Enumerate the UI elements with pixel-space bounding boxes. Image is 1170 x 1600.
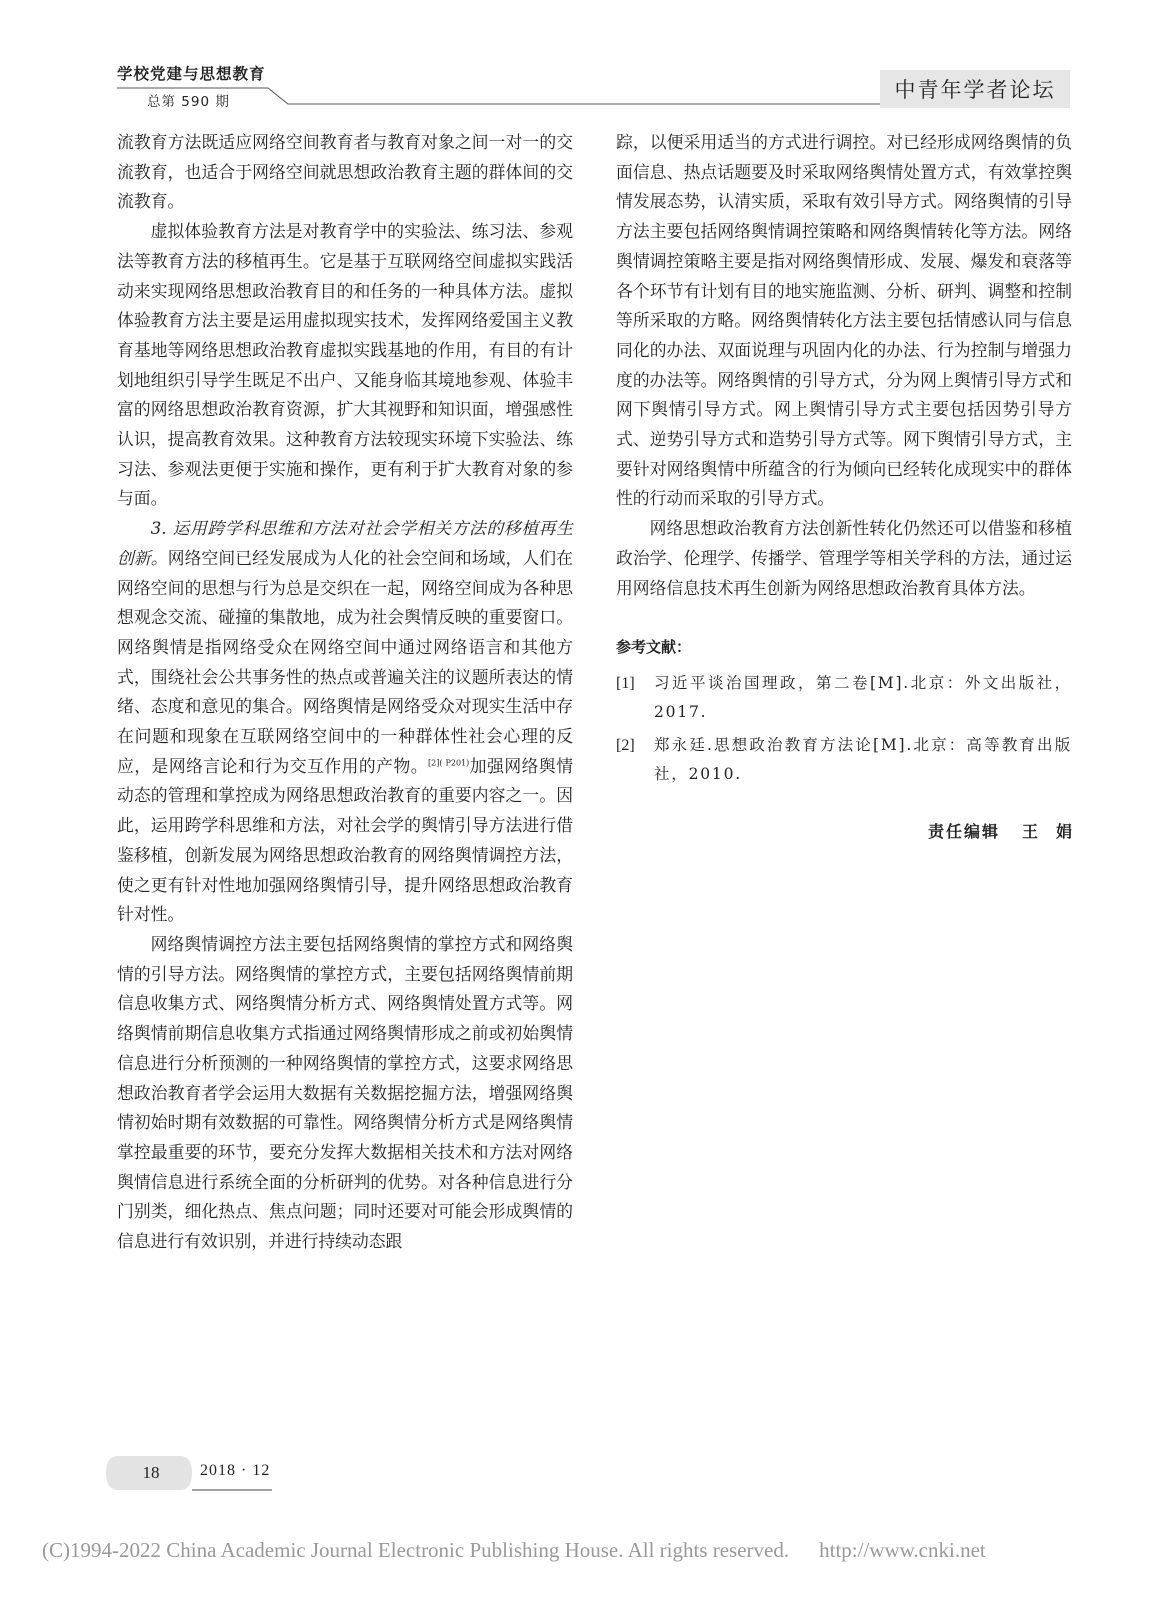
reference-text: 郑永廷.思想政治教育方法论[M].北京：高等教育出版社，2010. — [654, 735, 1072, 783]
paragraph: 虚拟体验教育方法是对教育学中的实验法、练习法、参观法等教育方法的移植再生。它是基于互联网络空间虚拟实践活动来实现网络思想政治教育目的和任务的一种具体方法。虚拟体验教育方法主要是运用虚拟现实技术，发挥网络爱国主义教育基地等网络思想政治教育虚拟实践基地的作用，有目的有计划地组织引导学生既足不出户、又能身临其境地参观、体验丰富的网络思想政治教育资源，扩大其视野和知识面，增强感性认识，提高教育效果。这种教育方法较现实环境下实验法、练习法、参观法更便于实施和操作，更有利于扩大教育对象的参与面。 — [117, 221, 573, 509]
paragraph-body: 网络空间已经发展成为人化的社会空间和场域，人们在网络空间的思想与行为总是交织在一起，网络空间成为各种思想观念交流、碰撞的集散地，成为社会舆情反映的重要窗口。网络舆情是指网络受众在网络空间中通过网络语言和其他方式，围绕社会公共事务性的热点或普遍关注的议题所表达的情绪、态度和意见的集合。网络舆情是网络受众对现实生活中存在问题和现象在互联网络空间中的一种群体性社会心理的反应，是网络言论和行为交互作用的产物。 — [117, 547, 573, 776]
paragraph: 流教育方法既适应网络空间教育者与教育对象之间一对一的交流教育，也适合于网络空间就思想政治教育主题的群体间的交流教育。 — [117, 132, 573, 212]
cnki-link[interactable]: http://www.cnki.net — [819, 1538, 986, 1562]
reference-item — [616, 669, 1072, 727]
copyright-notice — [42, 1538, 986, 1563]
subsection-heading: 3. 运用跨学科思维和方法对社会学相关方法的移植再生创新。 — [117, 518, 573, 568]
reference-item — [616, 731, 1072, 789]
paragraph — [117, 514, 573, 930]
citation-marker: [2]( P201) — [428, 758, 470, 768]
paragraph: 踪，以便采用适当的方式进行调控。对已经形成网络舆情的负面信息、热点话题要及时采取网络舆情处置方式，有效掌控舆情发展态势，认清实质，采取有效引导方式。网络舆情的引导方法主要包括网络舆情调控策略和网络舆情转化等方法。网络舆情调控策略主要是指对网络舆情形成、发展、爆发和衰落等各个环节有计划有目的地实施监测、分析、研判、调整和控制等所采取的方略。网络舆情转化方法主要包括情感认同与信息同化的办法、双面说理与巩固内化的办法、行为控制与增强力度的办法等。网络舆情的引导方式，分为网上舆情引导方式和网下舆情引导方式。网上舆情引导方式主要包括因势引导方式、逆势引导方式和造势引导方式等。网下舆情引导方式，主要针对网络舆情中所蕴含的行为倾向已经转化成现实中的群体性的行动而采取的引导方式。 — [616, 132, 1072, 509]
journal-header — [117, 62, 266, 110]
issue-date: 2018 · 12 — [200, 1462, 271, 1479]
paragraph: 网络舆情调控方法主要包括网络舆情的掌控方式和网络舆情的引导方法。网络舆情的掌控方式，主要包括网络舆情前期信息收集方式、网络舆情分析方式、网络舆情处置方式等。网络舆情前期信息收集方式指通过网络舆情形成之前或初始舆情信息进行分析预测的一种网络舆情的掌控方式，这要求网络思想政治教育者学会运用大数据有关数据挖掘方法，增强网络舆情初始时期有效数据的可靠性。网络舆情分析方式是网络舆情掌控最重要的环节，要充分发挥大数据相关技术和方法对网络舆情信息进行系统全面的分析研判的优势。对各种信息进行分门别类，细化热点、焦点问题；同时还要对可能会形成舆情的信息进行有效识别，并进行持续动态跟 — [117, 933, 573, 1252]
paragraph: 网络思想政治教育方法创新性转化仍然还可以借鉴和移植政治学、伦理学、传播学、管理学等相关学科的方法，通过运用网络信息技术再生创新为网络思想政治教育具体方法。 — [616, 518, 1072, 598]
paragraph-tail: 加强网络舆情动态的管理和掌控成为网络思想政治教育的重要内容之一。因此，运用跨学科思维和方法，对社会学的舆情引导方法进行借鉴移植，创新发展为网络思想政治教育的网络舆情调控方法，使之更有针对性地加强网络舆情引导，提升网络思想政治教育针对性。 — [117, 755, 573, 925]
editor-label: 责任编辑 — [927, 821, 1000, 841]
copyright-text: (C)1994-2022 China Academic Journal Electronic Publishing House. All rights reserved. — [42, 1538, 790, 1562]
reference-number: [2] — [616, 736, 635, 754]
journal-name: 学校党建与思想教育 — [117, 65, 266, 83]
page-number: 18 — [142, 1463, 160, 1482]
section-title: 中青年学者论坛 — [880, 70, 1070, 108]
issue-number: 总第 590 期 — [147, 94, 230, 110]
right-column — [616, 128, 1090, 847]
responsible-editor — [616, 817, 1090, 847]
left-column — [117, 128, 573, 1257]
editor-name: 王娟 — [1021, 821, 1090, 841]
reference-text: 习近平谈治国理政，第二卷[M].北京：外文出版社，2017. — [654, 673, 1072, 721]
reference-number: [1] — [616, 674, 635, 692]
references-title: 参考文献： — [616, 638, 692, 657]
